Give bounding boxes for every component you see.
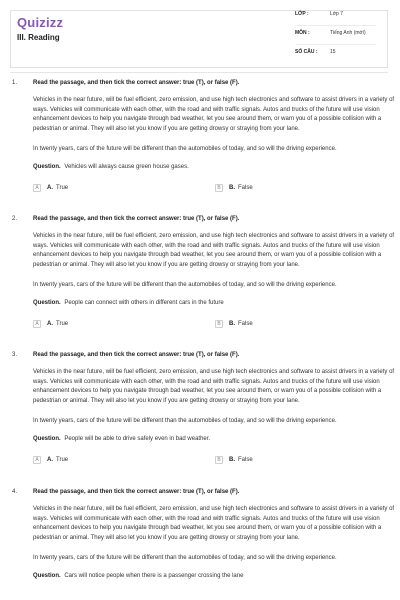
option-true[interactable] <box>33 184 68 192</box>
option-checkbox[interactable]: B <box>215 320 223 328</box>
option-checkbox[interactable]: A <box>33 184 41 192</box>
option-label: False <box>238 457 253 463</box>
question-label: Question. <box>33 436 61 442</box>
meta-label: MÔN : <box>295 29 310 36</box>
question-instruction: Read the passage, and then tick the correct answer: true (T), or false (F). <box>33 352 240 358</box>
meta-label: SỐ CÂU : <box>295 48 318 55</box>
meta-divider <box>296 25 376 26</box>
meta-value: Tiếng Anh (mới) <box>330 29 366 36</box>
meta-value: 15 <box>330 48 336 55</box>
meta-value: Lớp 7 <box>330 10 344 17</box>
worksheet-meta <box>295 4 375 61</box>
question-text: Cars will notice people when there is a passenger crossing the lane <box>64 573 244 579</box>
option-letter: B. <box>229 321 235 327</box>
reading-passage: Vehicles in the near future, will be fuel efficient, zero emission, and use high tech electronics and software to assist drivers in a variety of ways. Vehicles will communicate with each other, with the road and with traffic signals. Autos and trucks of the future will use vision enhancement devices to help you navigate through bad weather, let you see around them, or warn you of a possible collision with a pedestrian or animal. They will also let you know if you are getting drowsy or straying from your lane. <box>33 369 395 404</box>
question-text: Vehicles will always cause green house gases. <box>64 164 189 170</box>
reading-passage: Vehicles in the near future, will be fuel efficient, zero emission, and use high tech electronics and software to assist drivers in a variety of ways. Vehicles will communicate with each other, with the road and with traffic signals. Autos and trucks of the future will use vision enhancement devices to help you navigate through bad weather, let you see around them, or warn you of a possible collision with a pedestrian or animal. They will also let you know if you are getting drowsy or straying from your lane. <box>33 506 395 541</box>
question-line <box>33 164 189 170</box>
option-checkbox[interactable]: A <box>33 320 41 328</box>
option-label: False <box>238 321 253 327</box>
option-letter: B. <box>229 185 235 191</box>
question-label: Question. <box>33 300 61 306</box>
header-divider <box>10 72 388 73</box>
question-text: People will be able to drive safely even in bad weather. <box>64 436 211 442</box>
meta-label: LỚP : <box>295 10 309 17</box>
reading-passage-conclusion: In twenty years, cars of the future will be different than the automobiles of today, and so will the driving experience. <box>33 555 337 561</box>
question-number: 3. <box>12 352 18 358</box>
option-letter: B. <box>229 457 235 463</box>
question-label: Question. <box>33 573 61 579</box>
option-false[interactable] <box>215 320 253 328</box>
option-checkbox[interactable]: B <box>215 184 223 192</box>
option-true[interactable] <box>33 456 68 464</box>
reading-passage-conclusion: In twenty years, cars of the future will be different than the automobiles of today, and so will the driving experience. <box>33 146 337 152</box>
question-number: 2. <box>12 216 18 222</box>
option-false[interactable] <box>215 456 253 464</box>
option-false[interactable] <box>215 184 253 192</box>
reading-passage-conclusion: In twenty years, cars of the future will be different than the automobiles of today, and so will the driving experience. <box>33 282 337 288</box>
option-label: True <box>56 321 69 327</box>
question-instruction: Read the passage, and then tick the correct answer: true (T), or false (F). <box>33 489 240 495</box>
option-label: True <box>56 457 69 463</box>
option-true[interactable] <box>33 320 68 328</box>
quizizz-logo: Quizizz <box>17 15 64 30</box>
option-checkbox[interactable]: B <box>215 456 223 464</box>
reading-passage-conclusion: In twenty years, cars of the future will be different than the automobiles of today, and so will the driving experience. <box>33 418 337 424</box>
question-number: 4. <box>12 489 18 495</box>
option-letter: A. <box>47 185 53 191</box>
question-text: People can connect with others in different cars in the future <box>64 300 224 306</box>
question-number: 1. <box>12 80 18 86</box>
question-line <box>33 436 210 442</box>
option-letter: A. <box>47 457 53 463</box>
option-letter: A. <box>47 321 53 327</box>
question-instruction: Read the passage, and then tick the correct answer: true (T), or false (F). <box>33 80 240 86</box>
question-line <box>33 300 224 306</box>
option-label: False <box>238 185 253 191</box>
question-line <box>33 573 243 579</box>
meta-row-class <box>295 4 375 23</box>
option-label: True <box>56 185 69 191</box>
reading-passage: Vehicles in the near future, will be fuel efficient, zero emission, and use high tech electronics and software to assist drivers in a variety of ways. Vehicles will communicate with each other, with the road and with traffic signals. Autos and trucks of the future will use vision enhancement devices to help you navigate through bad weather, let you see around them, or warn you of a possible collision with a pedestrian or animal. They will also let you know if you are getting drowsy or straying from your lane. <box>33 97 395 132</box>
option-checkbox[interactable]: A <box>33 456 41 464</box>
question-label: Question. <box>33 164 61 170</box>
meta-divider <box>296 44 376 45</box>
section-title: III. Reading <box>17 33 60 42</box>
reading-passage: Vehicles in the near future, will be fuel efficient, zero emission, and use high tech electronics and software to assist drivers in a variety of ways. Vehicles will communicate with each other, with the road and with traffic signals. Autos and trucks of the future will use vision enhancement devices to help you navigate through bad weather, let you see around them, or warn you of a possible collision with a pedestrian or animal. They will also let you know if you are getting drowsy or straying from your lane. <box>33 233 395 268</box>
question-instruction: Read the passage, and then tick the correct answer: true (T), or false (F). <box>33 216 240 222</box>
